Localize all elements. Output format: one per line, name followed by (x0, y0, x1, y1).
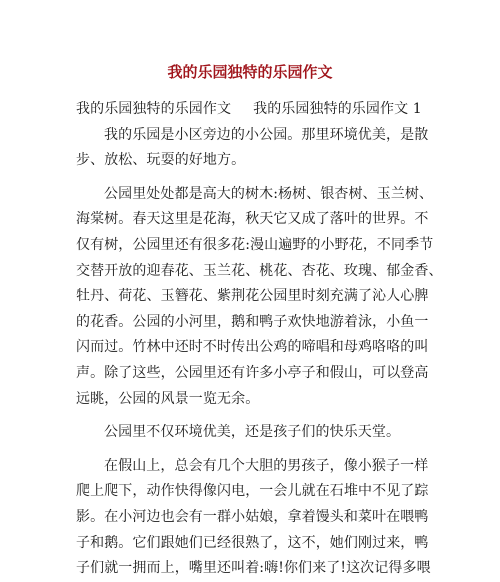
text-line: 海棠树。春天这里是花海，秋天它又成了落叶的世界。不 (76, 211, 429, 228)
subtitle-line (76, 97, 426, 123)
text-line: 交替开放的迎春花、玉兰花、桃花、杏花、玫瑰、郁金香、 (76, 262, 443, 279)
text-line: 公园里处处都是高大的树木:杨树、银杏树、玉兰树、 (104, 185, 434, 202)
document-title: 我的乐园独特的乐园作文 (167, 63, 333, 81)
text-line: 远眺，公园的风景一览无余。 (76, 390, 260, 407)
text-line: 子们就一拥而上，嘴里还叫着:嗨!你们来了!这次记得多喂 (76, 560, 431, 577)
text-line: 步、放松、玩耍的好地方。 (76, 152, 246, 169)
subtitle-left: 我的乐园独特的乐园作文 (76, 101, 232, 117)
text-line: 影。在小河边也会有一群小姑娘，拿着馒头和菜叶在喂鸭 (76, 508, 429, 525)
text-line: 声。除了这些，公园里还有许多小亭子和假山，可以登高 (76, 364, 429, 381)
text-line: 在假山上，总会有几个大胆的男孩子，像小猴子一样 (104, 457, 429, 474)
text-line: 闪而过。竹林中还时不时传出公鸡的啼唱和母鸡咯咯的叫 (76, 339, 429, 356)
text-line: 牡丹、荷花、玉簪花、紫荆花公园里时刻充满了沁人心脾 (76, 288, 429, 305)
document-body (76, 97, 443, 582)
text-line: 子和鹅。它们跟她们已经很熟了，这不，她们刚过来，鸭 (76, 534, 429, 551)
text-line: 的花香。公园的小河里，鹅和鸭子欢快地游着泳，小鱼一 (76, 313, 429, 330)
text-line: 公园里不仅环境优美，还是孩子们的快乐天堂。 (104, 424, 401, 441)
text-line: 仅有树，公园里还有很多花:漫山遍野的小野花，不同季节 (76, 236, 434, 253)
text-line: 我的乐园是小区旁边的小公园。那里环境优美，是散 (104, 126, 429, 143)
subtitle-right: 我的乐园独特的乐园作文 1 (253, 101, 422, 117)
text-line: 爬上爬下，动作快得像闪电，一会儿就在石堆中不见了踪 (76, 483, 429, 500)
